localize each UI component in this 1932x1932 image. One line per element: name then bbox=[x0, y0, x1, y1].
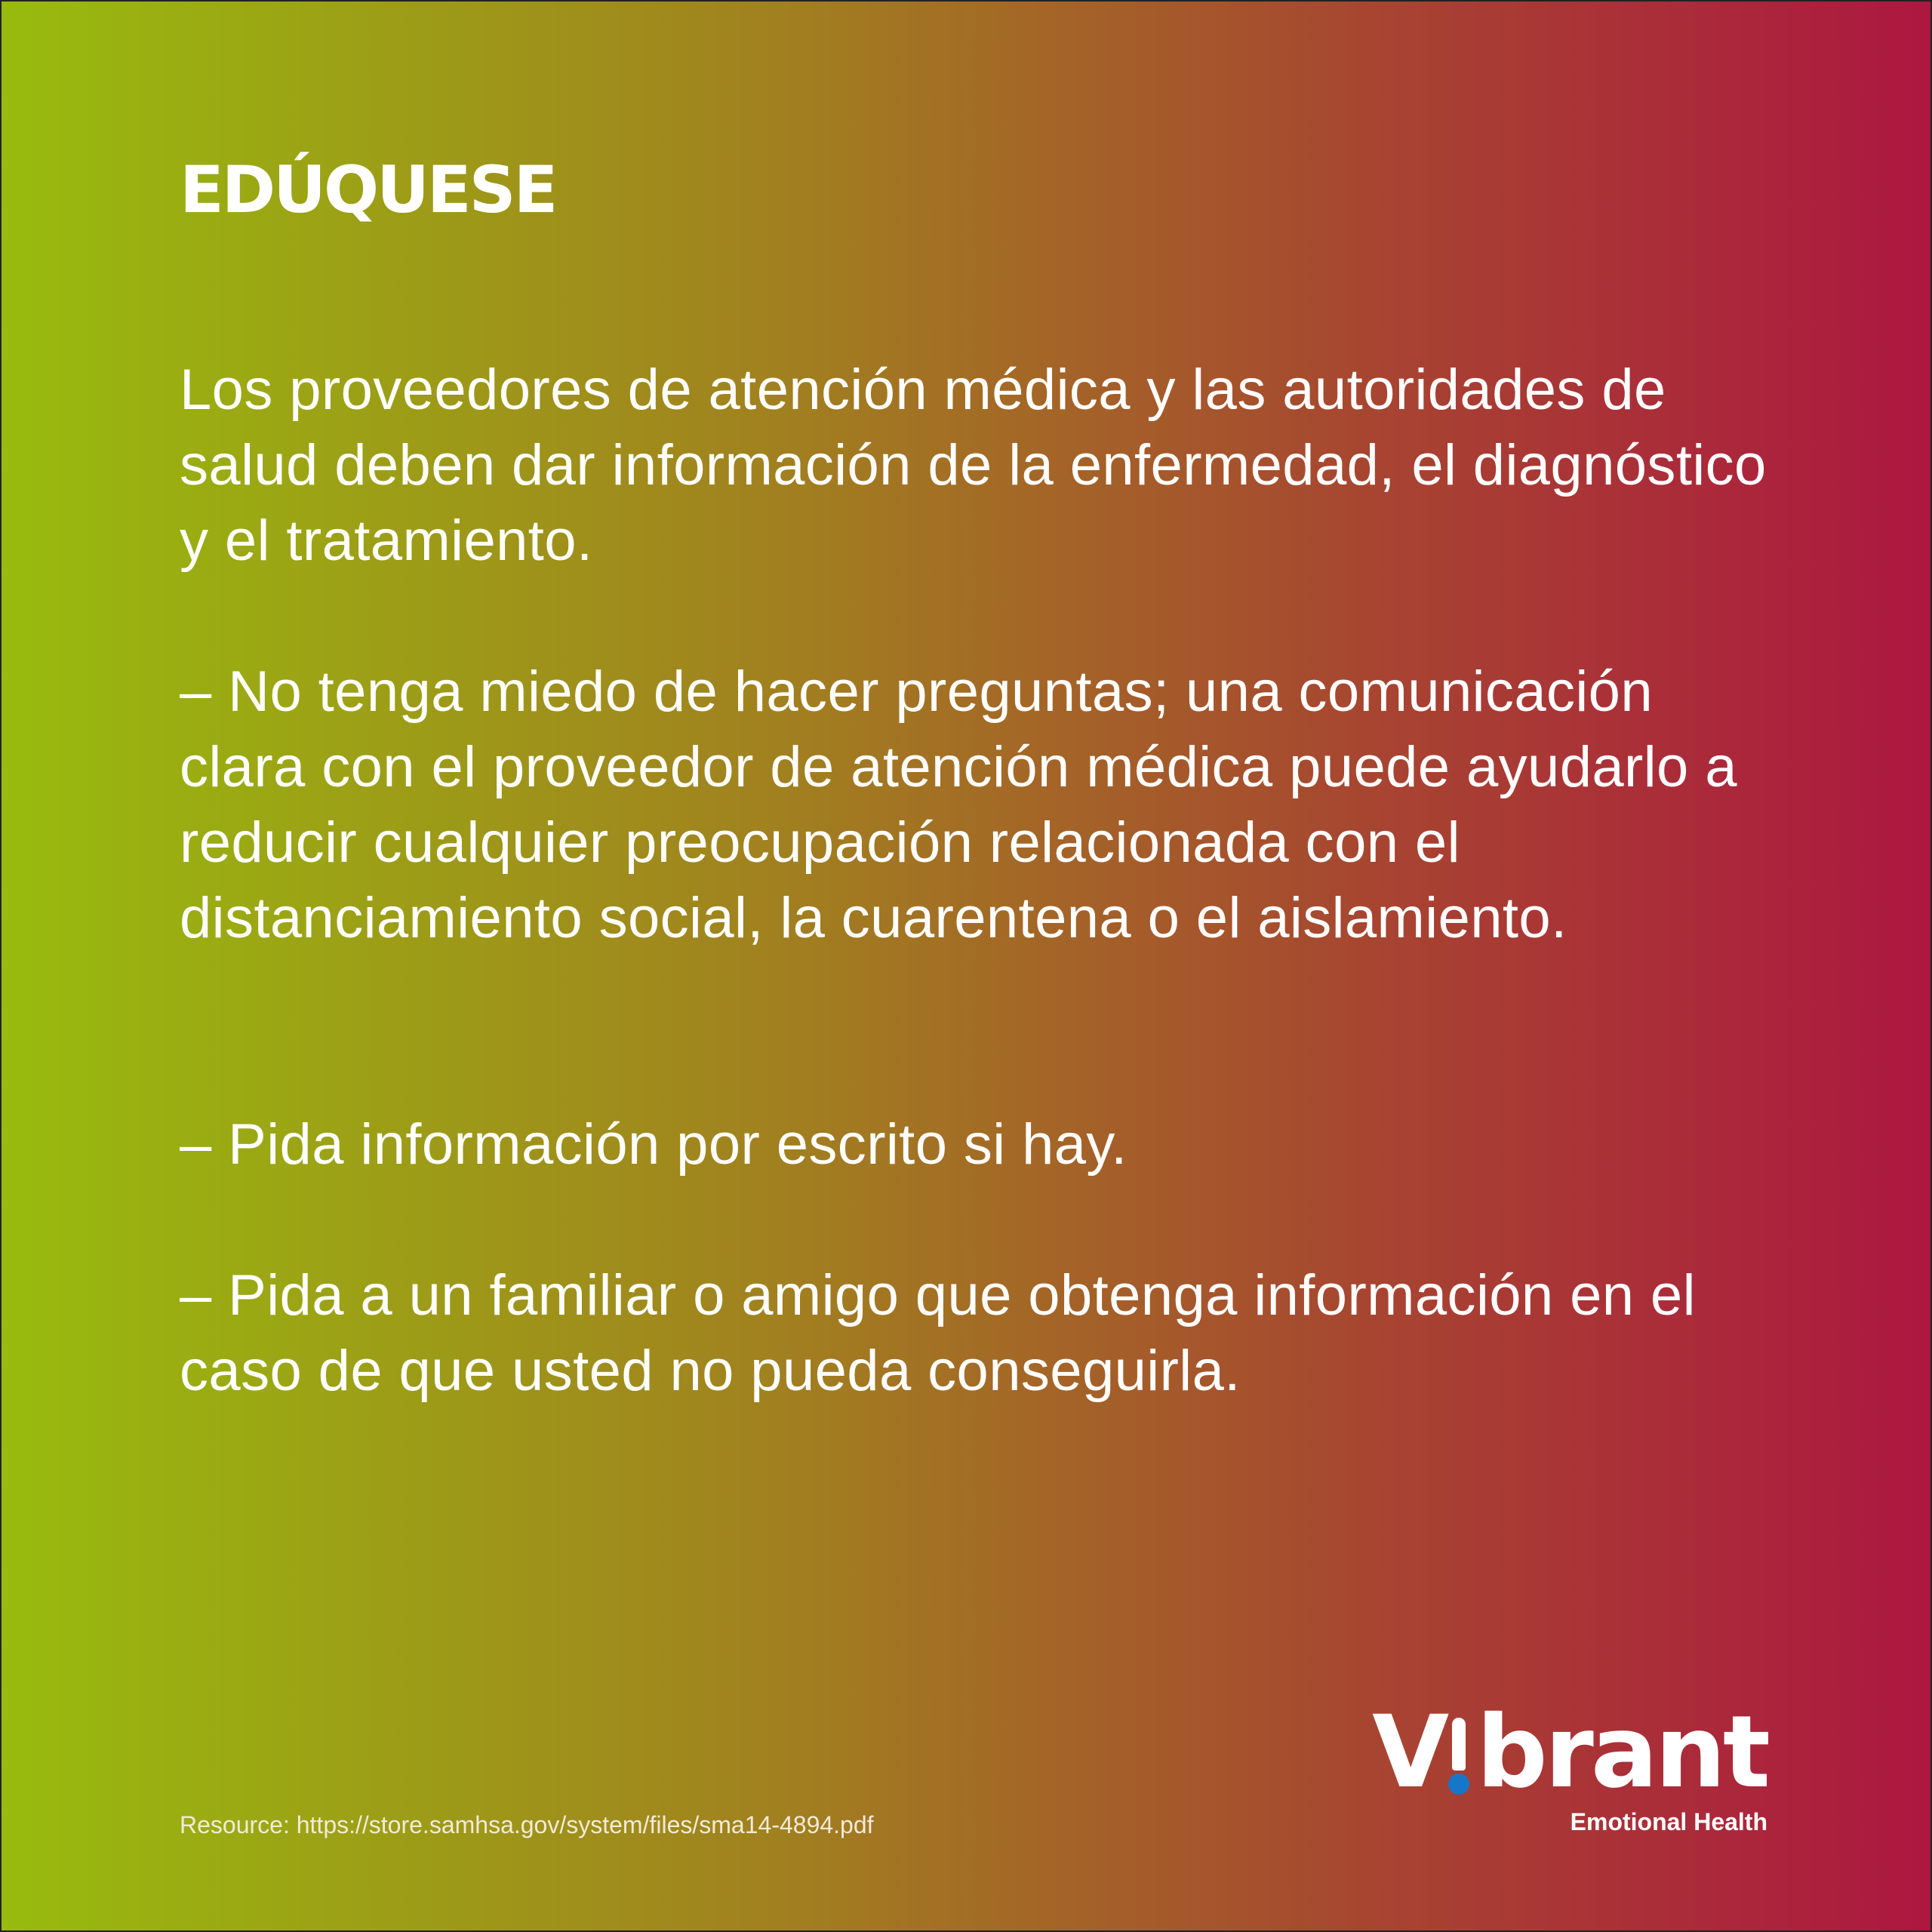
poster-title: EDÚQUESE bbox=[180, 152, 556, 228]
logo-word-suffix: brant bbox=[1476, 1694, 1767, 1810]
tip-family-friend: – Pida a un familiar o amigo que obtenga información en el caso de que usted no pueda conseguirla. bbox=[180, 1263, 1696, 1403]
logo-wordmark bbox=[1372, 1694, 1767, 1810]
intro-paragraph: Los proveedores de atención médica y las autoridades de salud deben dar información de la enfermedad, el diagnóstico y el tratamiento. bbox=[180, 358, 1767, 573]
tip-written-info: – Pida información por escrito si hay. bbox=[180, 1112, 1128, 1177]
logo-tagline: Emotional Health bbox=[1570, 1808, 1767, 1835]
vibrant-logo bbox=[1372, 1694, 1767, 1835]
tip-ask-questions: – No tenga miedo de hacer preguntas; una comunicación clara con el proveedor de atención médica puede ayudarlo a reducir cualquier preocupación relacionada con el distanciamiento social, la cuarentena o el aislamiento. bbox=[180, 660, 1737, 950]
resource-citation: Resource: https://store.samhsa.gov/system/files/sma14-4894.pdf bbox=[180, 1811, 874, 1838]
logo-word-prefix: V bbox=[1372, 1694, 1447, 1810]
exclamation-dot-icon bbox=[1446, 1700, 1472, 1805]
